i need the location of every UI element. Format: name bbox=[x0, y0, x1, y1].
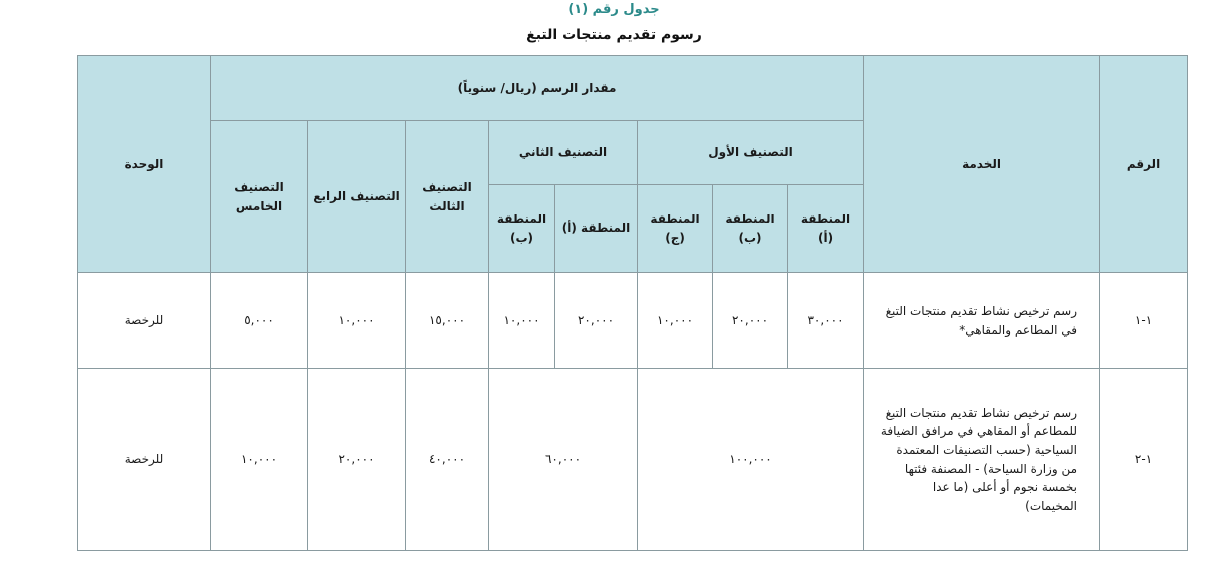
header-class-1: التصنيف الأول bbox=[638, 121, 864, 185]
fee-class1-zone-b: ٢٠,٠٠٠ bbox=[713, 273, 788, 369]
header-unit: الوحدة bbox=[78, 56, 211, 273]
header-class-3: التصنيف الثالث bbox=[406, 121, 489, 273]
row-unit: للرخصة bbox=[78, 369, 211, 551]
header-number: الرقم bbox=[1100, 56, 1188, 273]
fee-class4: ١٠,٠٠٠ bbox=[308, 273, 406, 369]
table-title: رسوم تقديم منتجات التبغ bbox=[526, 27, 702, 43]
row-service: رسم ترخيص نشاط تقديم منتجات التبغ للمطاعم أو المقاهي في مرافق الضيافة السياحية (حسب التصنيفات المعتمدة من وزارة السياحة) - المصنفة فئتها بخمسة نجوم أو أعلى (ما عدا المخيمات) bbox=[864, 369, 1100, 551]
fee-class4: ٢٠,٠٠٠ bbox=[308, 369, 406, 551]
fee-class3: ١٥,٠٠٠ bbox=[406, 273, 489, 369]
fee-class2: ٦٠,٠٠٠ bbox=[489, 369, 638, 551]
fee-class5: ٥,٠٠٠ bbox=[211, 273, 308, 369]
table-number-caption: جدول رقم (١) bbox=[568, 2, 660, 17]
header-class1-zone-a: المنطقة (أ) bbox=[788, 185, 864, 273]
header-class-5: التصنيف الخامس bbox=[211, 121, 308, 273]
fee-class3: ٤٠,٠٠٠ bbox=[406, 369, 489, 551]
fee-class1-zone-a: ٣٠,٠٠٠ bbox=[788, 273, 864, 369]
fee-class2-zone-b: ١٠,٠٠٠ bbox=[489, 273, 555, 369]
table-row bbox=[78, 273, 1188, 369]
table-row bbox=[78, 369, 1188, 551]
fee-class5: ١٠,٠٠٠ bbox=[211, 369, 308, 551]
row-number: ١-٢ bbox=[1100, 369, 1188, 551]
row-unit: للرخصة bbox=[78, 273, 211, 369]
header-class-2: التصنيف الثاني bbox=[489, 121, 638, 185]
row-number: ١-١ bbox=[1100, 273, 1188, 369]
header-class1-zone-c: المنطقة (ج) bbox=[638, 185, 713, 273]
header-class-4: التصنيف الرابع bbox=[308, 121, 406, 273]
header-class2-zone-b: المنطقة (ب) bbox=[489, 185, 555, 273]
header-class1-zone-b: المنطقة (ب) bbox=[713, 185, 788, 273]
header-class2-zone-a: المنطقة (أ) bbox=[555, 185, 638, 273]
header-fee-amount: مقدار الرسم (ريال/ سنوياً) bbox=[211, 56, 864, 121]
fee-class2-zone-a: ٢٠,٠٠٠ bbox=[555, 273, 638, 369]
fee-class1: ١٠٠,٠٠٠ bbox=[638, 369, 864, 551]
fees-table bbox=[77, 55, 1188, 551]
fee-class1-zone-c: ١٠,٠٠٠ bbox=[638, 273, 713, 369]
header-service: الخدمة bbox=[864, 56, 1100, 273]
row-service: رسم ترخيص نشاط تقديم منتجات التبغ في المطاعم والمقاهي* bbox=[864, 273, 1100, 369]
